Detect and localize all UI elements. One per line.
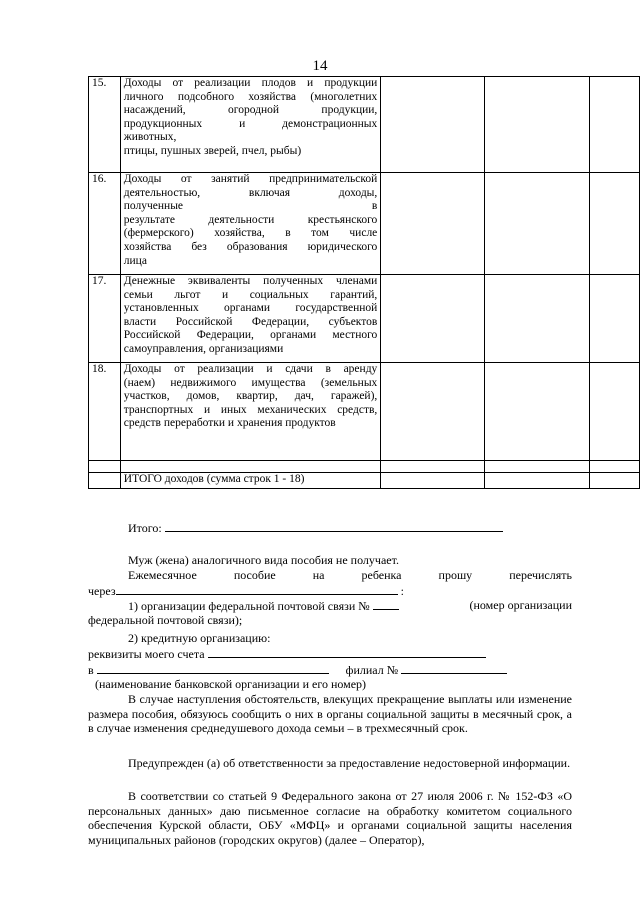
description-line: Доходы от реализации и сдачи в аренду bbox=[123, 363, 378, 375]
amount-cell[interactable] bbox=[589, 363, 639, 461]
table-row bbox=[89, 173, 640, 275]
description-line: самоуправления, организациями bbox=[123, 342, 284, 355]
description-line: полученные в bbox=[123, 200, 378, 213]
amount-cell[interactable] bbox=[381, 77, 484, 173]
amount-cell[interactable] bbox=[589, 77, 639, 173]
word-2: на bbox=[312, 568, 325, 582]
word-3: ребенка bbox=[361, 568, 402, 582]
description-line: деятельностью, включая доходы, bbox=[123, 186, 378, 199]
total-row bbox=[89, 473, 640, 489]
page-number: 14 bbox=[312, 58, 328, 74]
row-number: 15. bbox=[89, 77, 121, 173]
amount-cell[interactable] bbox=[381, 363, 484, 461]
description-line: (наем) недвижимого имущества (земельных bbox=[123, 376, 378, 389]
description-line: установленных органами государственной bbox=[123, 302, 378, 315]
word-4: прошу bbox=[438, 568, 473, 582]
in-label: в bbox=[88, 663, 94, 677]
empty-cell bbox=[381, 461, 484, 473]
description-line: участков, домов, квартир, дач, гаражей), bbox=[123, 390, 378, 403]
table-row bbox=[89, 363, 640, 461]
row-number: 18. bbox=[89, 363, 121, 461]
description-line: Доходы от реализации плодов и продукции bbox=[123, 77, 378, 89]
total-label: ИТОГО доходов (сумма строк 1 - 18) bbox=[120, 473, 381, 489]
amount-cell[interactable] bbox=[484, 173, 589, 275]
total-amount-cell[interactable] bbox=[589, 473, 639, 489]
word-0: Ежемесячное bbox=[128, 568, 197, 582]
description-line: Российской Федерации, органами местного bbox=[123, 329, 378, 342]
description-line: лица bbox=[123, 254, 147, 267]
income-table-body bbox=[89, 77, 640, 489]
branch-label: филиал № bbox=[345, 663, 399, 677]
word-1: пособие bbox=[233, 568, 276, 582]
amount-cell[interactable] bbox=[484, 363, 589, 461]
description-line: птицы, пушных зверей, пчел, рыбы) bbox=[123, 144, 302, 157]
row-description bbox=[120, 173, 381, 275]
bank-hint: (наименование банковской организации и его номер) bbox=[95, 677, 367, 691]
total-amount-cell[interactable] bbox=[381, 473, 484, 489]
account-field[interactable] bbox=[208, 646, 486, 658]
description-line: результате деятельности крестьянского bbox=[123, 213, 378, 226]
through-line bbox=[88, 583, 572, 599]
empty-cell bbox=[484, 461, 589, 473]
monthly-line bbox=[128, 568, 572, 583]
para-warning: Предупрежден (а) об ответственности за предоставление недостоверной информации. bbox=[128, 756, 571, 770]
bank-line bbox=[88, 662, 572, 678]
description-line: насаждений, огородной продукции, bbox=[123, 104, 378, 117]
description-line: хозяйства без образования юридического bbox=[123, 240, 378, 253]
spouse-text: Муж (жена) аналогичного вида пособия не получает. bbox=[128, 553, 399, 567]
para-consent: В соответствии со статьей 9 Федерального закона от 27 июля 2006 г. № 152-ФЗ «О персональных данных» даю письменное согласие на обработку комитетом социального обеспечения Курской области, ОБУ «МФЦ» и органами социальной защиты населения муниципальных районов (городских округов) (далее – Оператор), bbox=[88, 789, 572, 847]
account-line bbox=[88, 646, 572, 662]
through-field[interactable] bbox=[116, 583, 398, 595]
row-description bbox=[120, 275, 381, 363]
branch-field[interactable] bbox=[401, 662, 507, 674]
empty-cell bbox=[89, 461, 121, 473]
description-line: продукционных и демонстрационных bbox=[123, 117, 378, 130]
income-table bbox=[88, 76, 640, 489]
empty-cell bbox=[589, 461, 639, 473]
through-label: через bbox=[88, 584, 116, 598]
amount-cell[interactable] bbox=[484, 275, 589, 363]
through-suffix: : bbox=[400, 584, 404, 598]
itogo-line bbox=[128, 520, 612, 536]
description-line: семьи льгот и социальных гарантий, bbox=[123, 288, 378, 301]
para-obligation: В случае наступления обстоятельств, влекущих прекращение выплаты или изменение размера пособия, обязуюсь сообщить о них в органы социальной защиты в месячный срок, а в случае изменения среднедушевого дохода семьи – в трехмесячный срок. bbox=[88, 692, 572, 736]
row-description bbox=[120, 77, 381, 173]
account-label: реквизиты моего счета bbox=[88, 647, 205, 661]
description-line: личного подсобного хозяйства (многолетних bbox=[123, 90, 378, 103]
description-line: Доходы от занятий предпринимательской bbox=[123, 173, 378, 185]
amount-cell[interactable] bbox=[589, 275, 639, 363]
description-line: средств переработки и хранения продуктов bbox=[123, 417, 336, 430]
spouse-line bbox=[128, 553, 572, 568]
option1-line bbox=[128, 598, 572, 614]
description-line: Денежные эквиваленты полученных членами bbox=[123, 275, 378, 287]
description-line: животных, bbox=[123, 131, 177, 144]
description-line: (фермерского) хозяйства, в том числе bbox=[123, 227, 378, 240]
option1-cont: федеральной почтовой связи); bbox=[88, 613, 243, 627]
table-row bbox=[89, 275, 640, 363]
total-amount-cell[interactable] bbox=[484, 473, 589, 489]
itogo-field[interactable] bbox=[165, 520, 503, 532]
option2-line: 2) кредитную организацию: bbox=[128, 631, 271, 645]
row-number: 16. bbox=[89, 173, 121, 275]
option1-hint: (номер организации bbox=[469, 598, 572, 612]
amount-cell[interactable] bbox=[381, 173, 484, 275]
itogo-label: Итого: bbox=[128, 521, 162, 535]
row-number: 17. bbox=[89, 275, 121, 363]
table-row bbox=[89, 461, 640, 473]
total-number-cell bbox=[89, 473, 121, 489]
empty-cell bbox=[120, 461, 381, 473]
row-description bbox=[120, 363, 381, 461]
option1-text: 1) организации федеральной почтовой связи № bbox=[128, 598, 399, 614]
amount-cell[interactable] bbox=[484, 77, 589, 173]
word-5: перечислять bbox=[509, 568, 572, 582]
table-row bbox=[89, 77, 640, 173]
amount-cell[interactable] bbox=[381, 275, 484, 363]
description-line: власти Российской Федерации, субъектов bbox=[123, 315, 378, 328]
description-line: транспортных и иных механических средств, bbox=[123, 403, 378, 416]
amount-cell[interactable] bbox=[589, 173, 639, 275]
post-office-number-field[interactable] bbox=[373, 598, 399, 610]
bank-field[interactable] bbox=[97, 662, 329, 674]
